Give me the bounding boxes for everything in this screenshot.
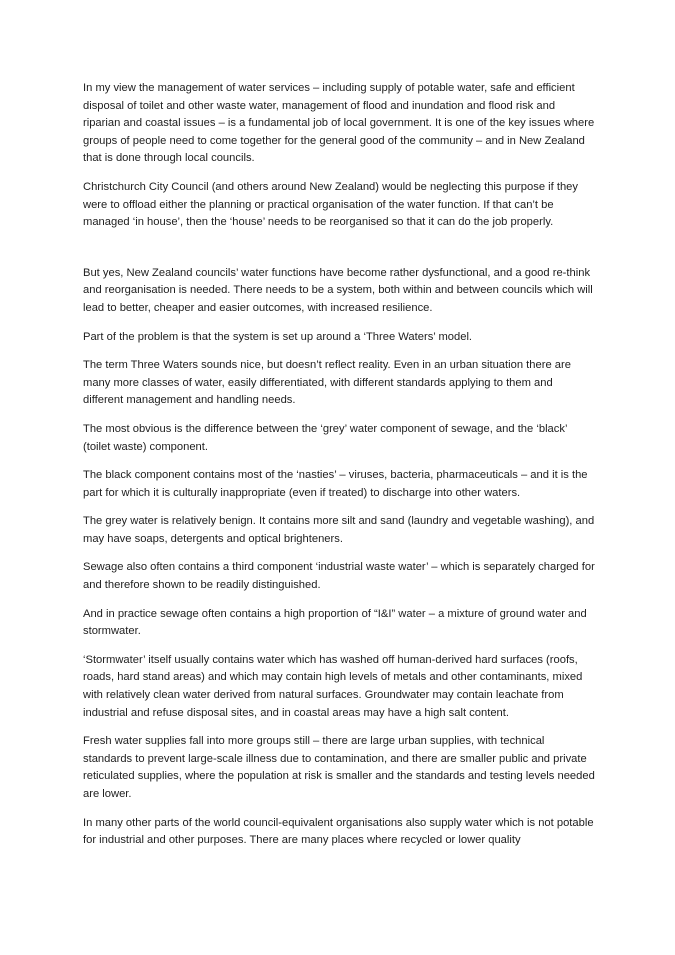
paragraph: In many other parts of the world council-equivalent organisations also supply water which is not potable for industrial and other purposes. There are many places where recycled or lower quality — [83, 816, 594, 847]
paragraph: Sewage also often contains a third component ‘industrial waste water’ – which is separately charged for and therefore shown to be readily distinguished. — [83, 561, 595, 592]
paragraph: Christchurch City Council (and others around New Zealand) would be neglecting this purpose if they were to offload either the planning or practical organisation of the water function. If that can’t be managed ‘in house’, then the ‘house’ needs to be reorganised so that it can do the job properly. — [83, 180, 578, 229]
paragraph: ‘Stormwater’ itself usually contains water which has washed off human-derived hard surfaces (roofs, roads, hard stand areas) and which may contain high levels of metals and other contaminants, mixed with relatively clean water derived from natural surfaces. Groundwater may contain leachate from industrial and refuse disposal sites, and in coastal areas may have a high salt content. — [83, 653, 583, 719]
document-body — [83, 80, 595, 861]
paragraph: The grey water is relatively benign. It contains more silt and sand (laundry and vegetable washing), and may have soaps, detergents and optical brighteners. — [83, 515, 595, 545]
paragraph: The black component contains most of the ‘nasties’ – viruses, bacteria, pharmaceuticals – and it is the part for which it is culturally inappropriate (even if treated) to discharge into other waters. — [83, 469, 588, 499]
paragraph: Part of the problem is that the system is set up around a ‘Three Waters’ model. — [83, 330, 473, 343]
paragraph: And in practice sewage often contains a high proportion of “I&I” water – a mixture of ground water and stormwater. — [83, 607, 587, 638]
paragraph: The most obvious is the difference between the ‘grey’ water component of sewage, and the ‘black’ (toilet waste) component. — [83, 422, 568, 453]
paragraph: In my view the management of water services – including supply of potable water, safe and efficient disposal of toilet and other waste water, management of flood and inundation and flood risk and riparian and coastal issues – is a fundamental job of local government. It is one of the key issues where groups of people need to come together for the general good of the community – and in New Zealand that is done through local councils. — [83, 82, 595, 165]
paragraph: But yes, New Zealand councils’ water functions have become rather dysfunctional, and a good re-think and reorganisation is needed. There needs to be a system, both within and between councils which will lead to better, cheaper and easier outcomes, with increased resilience. — [83, 266, 593, 314]
paragraph: Fresh water supplies fall into more groups still – there are large urban supplies, with technical standards to prevent large-scale illness due to contamination, and there are smaller public and private reticulated supplies, where the population at risk is smaller and the standards and testing levels needed are lower. — [83, 735, 595, 800]
paragraph: The term Three Waters sounds nice, but doesn’t reflect reality. Even in an urban situation there are many more classes of water, easily differentiated, with different standards applying to them and different management and handling needs. — [83, 359, 571, 407]
